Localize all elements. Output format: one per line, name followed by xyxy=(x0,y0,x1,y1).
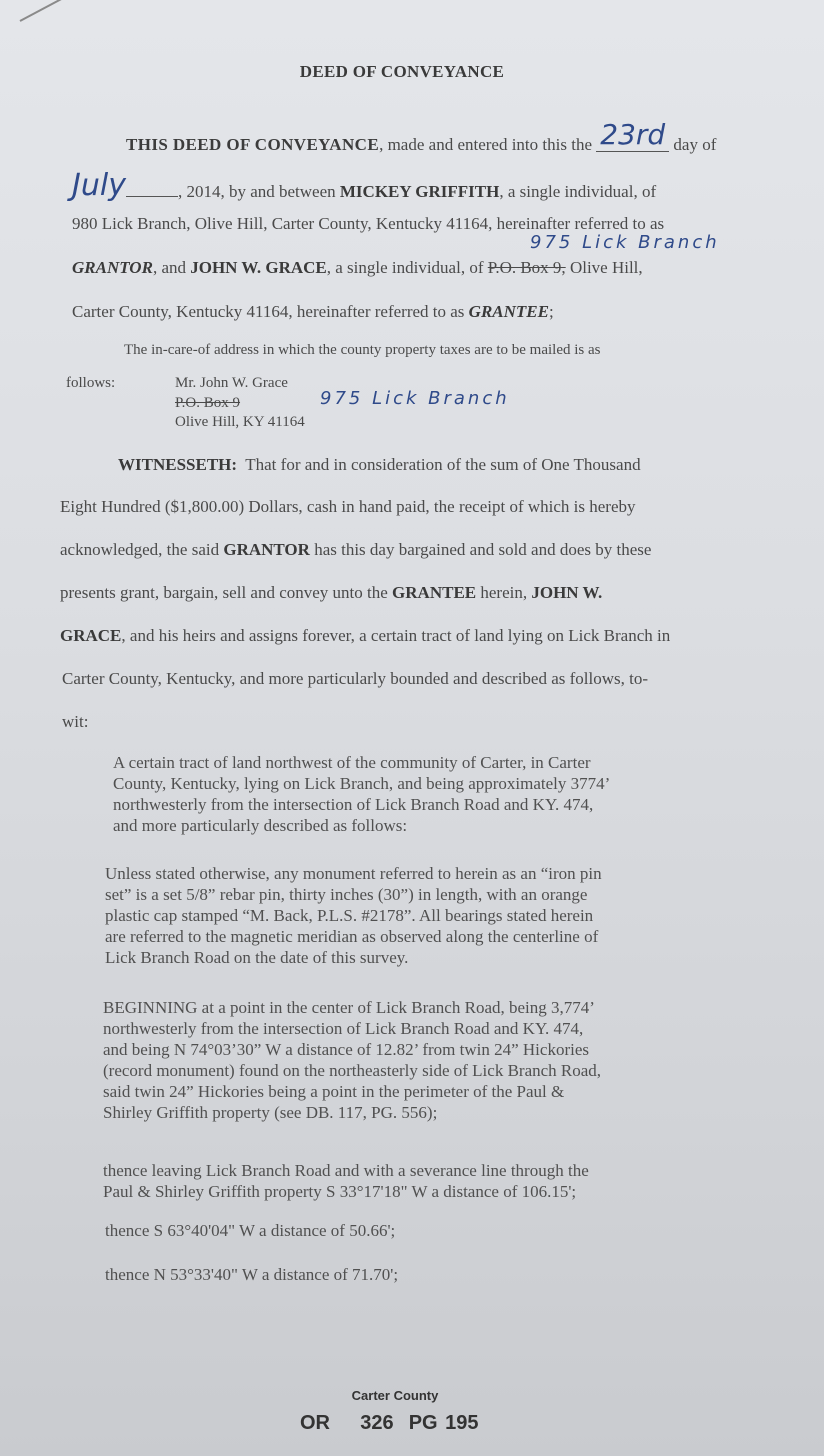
desc-p3-line: northwesterly from the intersection of Lick Branch Road and KY. 474, xyxy=(103,1019,584,1038)
intro-line4-c: Olive Hill, xyxy=(569,258,643,277)
handwritten-day: 23rd xyxy=(596,118,669,152)
witness-line1-text: That for and in consideration of the sum of One Thousand xyxy=(245,455,641,474)
description-paragraph-1 xyxy=(113,752,610,836)
grantor-name: MICKEY GRIFFITH xyxy=(339,182,500,201)
intro-line5-a: Carter County, Kentucky 41164, hereinafter referred to as xyxy=(72,302,465,321)
intro-line1-rest: , made and entered into this the xyxy=(379,135,592,154)
witness-line4-b: herein, xyxy=(480,583,528,602)
handwritten-grantee-address: 975 Lick Branch xyxy=(530,232,720,253)
tax-struck-box: P.O. Box 9 xyxy=(175,395,241,411)
witness-line-3 xyxy=(60,540,651,560)
intro-line4-a: , and xyxy=(152,258,186,277)
page-scratch-mark xyxy=(20,0,63,22)
intro-day-suffix: day of xyxy=(673,135,717,154)
witness-grantee: GRANTEE xyxy=(392,583,477,602)
intro-line2-a: , 2014, by and between xyxy=(177,182,336,201)
witness-grantee-name-b: GRACE xyxy=(60,626,122,645)
intro-line-2 xyxy=(72,170,656,205)
desc-p2-line: are referred to the magnetic meridian as observed along the centerline of xyxy=(105,927,599,946)
description-paragraph-5: thence S 63°40'04" W a distance of 50.66'; xyxy=(105,1221,396,1240)
witness-line3-a: acknowledged, the said xyxy=(60,540,220,559)
grantor-label: GRANTOR xyxy=(72,258,153,277)
desc-p2-line: set” is a set 5/8” rebar pin, thirty inches (30”) in length, with an orange xyxy=(105,885,588,904)
intro-line-5 xyxy=(72,302,554,322)
tax-follows-label: follows: xyxy=(66,375,116,391)
witness-line-4 xyxy=(60,583,602,603)
footer-book-page: OR 326 PG 195 xyxy=(300,1412,479,1434)
desc-p3-line: said twin 24” Hickories being a point in the perimeter of the Paul & xyxy=(103,1082,565,1101)
struck-po-box: P.O. Box 9, xyxy=(487,258,566,277)
description-paragraph-4 xyxy=(103,1160,589,1202)
desc-p1-line: northwesterly from the intersection of Lick Branch Road and KY. 474, xyxy=(113,795,594,814)
desc-p4-line: thence leaving Lick Branch Road and with a severance line through the xyxy=(103,1161,589,1180)
description-paragraph-2 xyxy=(105,863,602,968)
document-title: DEED OF CONVEYANCE xyxy=(299,62,505,81)
desc-p2-line: Lick Branch Road on the date of this survey. xyxy=(105,948,409,967)
witness-line4-a: presents grant, bargain, sell and convey unto the xyxy=(60,583,388,602)
witness-line-1 xyxy=(118,455,641,475)
grantee-label: GRANTEE xyxy=(468,302,549,321)
witness-line3-b: has this day bargained and sold and does by these xyxy=(314,540,652,559)
desc-p2-line: Unless stated otherwise, any monument referred to herein as an “iron pin xyxy=(105,864,602,883)
tax-line-1: The in-care-of address in which the county property taxes are to be mailed is as xyxy=(124,342,601,358)
witness-label: WITNESSETH: xyxy=(118,455,238,474)
witness-grantor: GRANTOR xyxy=(223,540,310,559)
month-blank-line xyxy=(126,196,178,197)
witness-line-2: Eight Hundred ($1,800.00) Dollars, cash in hand paid, the receipt of which is hereby xyxy=(60,497,636,516)
intro-line-3: 980 Lick Branch, Olive Hill, Carter County, Kentucky 41164, hereinafter referred to as xyxy=(72,214,665,233)
handwritten-month: July xyxy=(72,168,126,203)
witness-line-7: wit: xyxy=(62,712,89,731)
intro-line2-b: , a single individual, of xyxy=(499,182,657,201)
witness-line-6: Carter County, Kentucky, and more particularly bounded and described as follows, to- xyxy=(62,669,649,688)
description-paragraph-6: thence N 53°33'40" W a distance of 71.70'; xyxy=(105,1265,399,1284)
desc-p1-line: A certain tract of land northwest of the community of Carter, in Carter xyxy=(113,753,591,772)
witness-line-5 xyxy=(60,626,670,646)
tax-name: Mr. John W. Grace xyxy=(175,375,288,391)
intro-line5-end: ; xyxy=(548,302,554,321)
desc-p3-line: (record monument) found on the northeasterly side of Lick Branch Road, xyxy=(103,1061,602,1080)
intro-line4-b: , a single individual, of xyxy=(326,258,484,277)
tax-city: Olive Hill, KY 41164 xyxy=(175,414,305,430)
desc-p3-line: Shirley Griffith property (see DB. 117, PG. 556); xyxy=(103,1103,438,1122)
witness-grantee-name-a: JOHN W. xyxy=(531,583,603,602)
desc-p1-line: and more particularly described as follows: xyxy=(113,816,408,835)
witness-line5-b: , and his heirs and assigns forever, a certain tract of land lying on Lick Branch in xyxy=(121,626,671,645)
footer-county: Carter County xyxy=(351,1388,439,1403)
desc-p1-line: County, Kentucky, lying on Lick Branch, and being approximately 3774’ xyxy=(113,774,611,793)
tax-handwritten-address: 975 Lick Branch xyxy=(320,388,510,409)
desc-p3-line: and being N 74°03’30” W a distance of 12.82’ from twin 24” Hickories xyxy=(103,1040,589,1059)
desc-p3-line: BEGINNING at a point in the center of Lick Branch Road, being 3,774’ xyxy=(103,998,595,1017)
desc-p2-line: plastic cap stamped “M. Back, P.L.S. #2178”. All bearings stated herein xyxy=(105,906,594,925)
intro-line-1 xyxy=(126,118,717,157)
description-paragraph-3 xyxy=(103,997,601,1123)
desc-p4-line: Paul & Shirley Griffith property S 33°17'18" W a distance of 106.15'; xyxy=(103,1182,577,1201)
intro-lead: THIS DEED OF CONVEYANCE xyxy=(126,135,380,154)
grantee-name: JOHN W. GRACE xyxy=(190,258,327,277)
intro-line-4 xyxy=(72,258,643,278)
